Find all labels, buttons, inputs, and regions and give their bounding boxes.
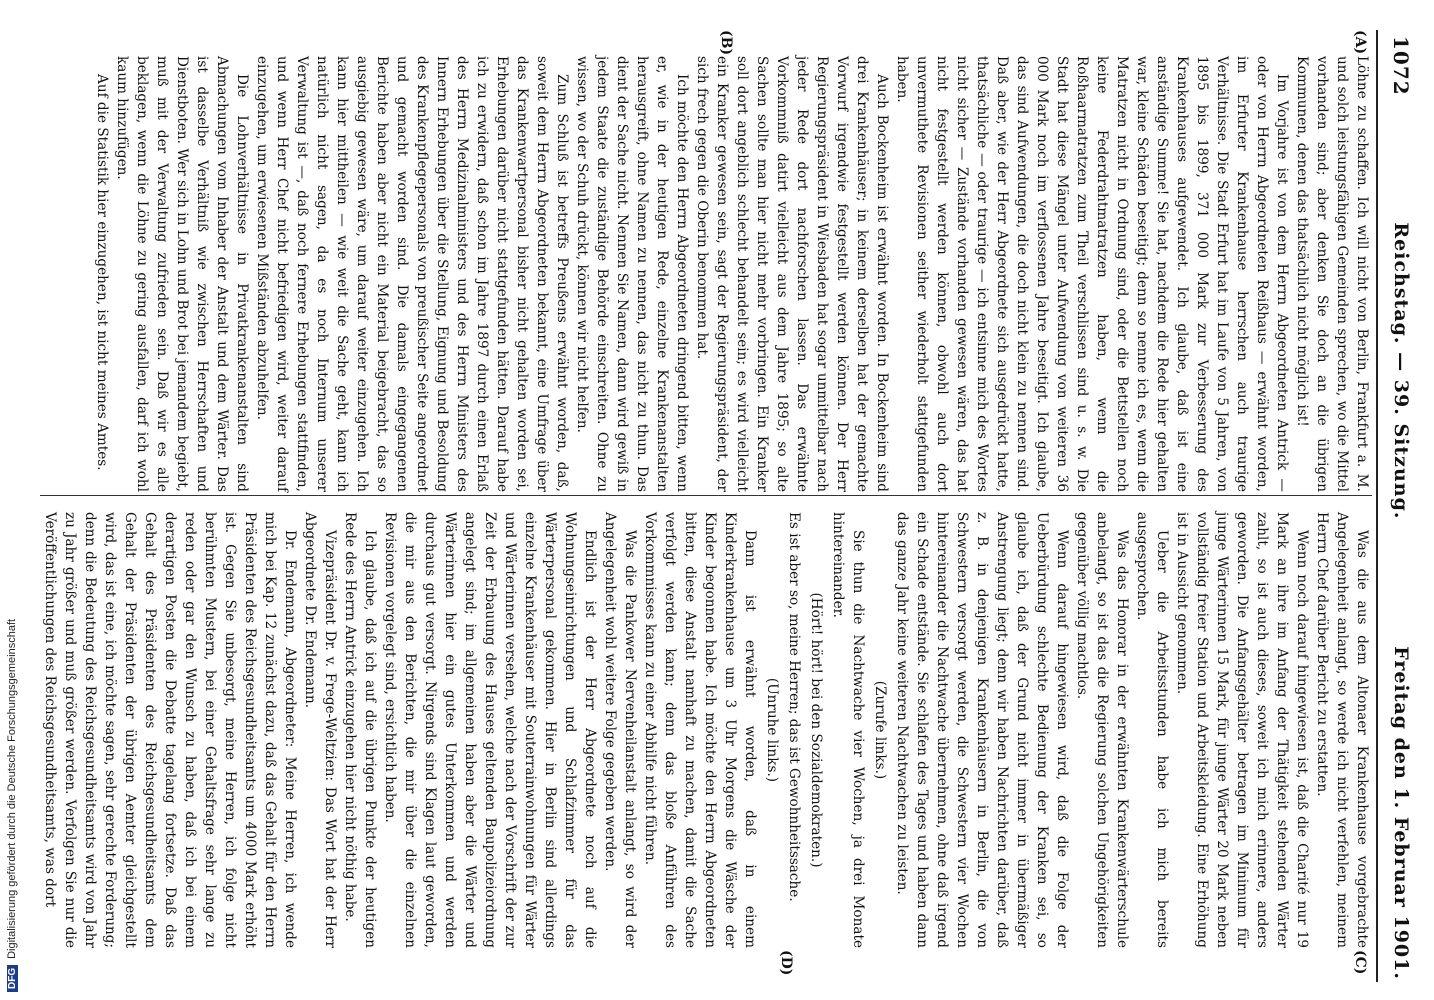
- page-number: 1072: [1389, 36, 1413, 96]
- footer-text: Digitalisierung gefördert durch die Deutsche Forschungsgemeinschaft: [6, 618, 18, 959]
- paragraph: Auch Bockenheim ist erwähnt worden. In Bockenheim sind drei Krankenhäuser; in keinem derselben hat der gemachte Vorwurf irgendwie festgestellt werden können. Der Herr Regierungspräsident in Wiesbaden hat sogar unmittelbar nach jeder Rede dort nachforschen lassen. Das erwähnte Vorkommniß datirt vielleicht aus dem Jahre 1895; so alte Sachen sollte man hier nicht mehr vorbringen. Ein Kranker soll dort angeblich schlecht behandelt sein; es wird vielleicht ein Kranker gewesen sein, sagt der Regierungspräsident, der sich frech gegen die Oberin benommen hat.: [694, 56, 890, 492]
- paragraph: Ich möchte den Herrn Abgeordneten dringend bitten, wenn er, wie in der heutigen Rede, einzelne Krankenanstalten herausgreift, ohne Namen zu nennen, das nicht zu thun. Das dient der Sache nicht. Nennen Sie Namen, dann wird gewiß in jedem Staate die zuständige Behörde einschreiten. Ohne zu wissen, wo der Schuh drückt, können wir nicht helfen.: [574, 56, 690, 492]
- paragraph: Was das Honorar in der erwähnten Krankenwärterschule anbelangt, so ist das die Regierung solchen Ungehörigkeiten gegenüber völlig machtlos.: [1074, 512, 1130, 948]
- margin-mark-d: (D): [778, 950, 794, 976]
- footer-credit: [6, 2, 26, 992]
- interjection: (Zurufe links.): [872, 680, 888, 780]
- header-date: Freitag den 1. Februar 1901.: [1390, 646, 1412, 980]
- paragraph: Dann ist erwähnt worden, daß in einem Kinderkrankenhause um 3 Uhr Morgens die Wäsche der Kinder begonnen habe. Ich möchte den Herrn Abgeordneten bitten, diese Anstalt namhaft zu machen, damit die Sache verfolgt werden kann; denn das bloße Anführen des Vorkommnisses kann zu einer Abhilfe nicht führen.: [642, 512, 758, 948]
- interjection: (Unruhe links.): [764, 677, 780, 783]
- paragraph: Wenn darauf hingewiesen wird, daß die Folge der Ueberbürdung schlechte Bedienung der Kranken sei, so glaube ich, daß der Grund nicht immer in übermäßiger Anstrengung liegt; denn wir haben Nachrichten darüber, daß z. B. in denjenigen Krankenhäusern in Berlin, die von Schwestern versorgt werden, die Schwestern vier Wochen hintereinander die Nachtwache übernehmen, ohne daß irgend ein Schade entstände. Sie schlafen des Tages und haben dann das ganze Jahr keine weiteren Nachtwachen zu leisten.: [894, 512, 1070, 948]
- paragraph: Auf die Statistik hier einzugehen, ist nicht meines Amtes.: [94, 74, 110, 471]
- header-title: Reichstag. — 39. Sitzung.: [1390, 222, 1412, 520]
- margin-mark-b: (B): [718, 30, 734, 56]
- right-column: [40, 512, 1372, 948]
- column-rule: [40, 495, 1372, 496]
- page-header: [1386, 36, 1416, 980]
- speaker-paragraph: Dr. Endemann, Abgeordneter: Meine Herren, ich wende mich bei Kap. 12 zunächst dazu, daß das Gehalt für den Herrn Präsidenten des Reichsgesundheitsamts um 4000 Mark erhöht ist. Gegen Sie unbesorgt, meine Herren, ich folge nicht berühmten Mustern, bei einer Gehaltsfrage sehr lange zu reden oder gar den Wunsch zu haben, daß ich bei einem derartigen Posten die Debatte tagelang fortsetze. Daß das Gehalt des Präsidenten des Reichsgesundheitsamts dem Gehalt der Präsidenten der übrigen Aemter gleichgestellt wird, das ist eine, ich möchte sagen, sehr gerechte Forderung; denn die Bedeutung des Reichsgesundheitsamts wird von Jahr zu Jahr größer und muß größer werden. Verfolgen Sie nur die Veröffentlichungen des Reichsgesundheitsamts, was dort: [42, 512, 298, 948]
- speaker-paragraph: Vizepräsident Dr. v. Frege-Weltzien: Das Wort hat der Herr Abgeordnete Dr. Endemann.: [302, 512, 338, 948]
- paragraph: Endlich ist der Herr Abgeordnete noch auf die Wohnungseinrichtungen und Schlafzimmer für das Wärterpersonal gekommen. Hier in Berlin sind allerdings einzelne Krankenhäuser mit Souterrainwohnungen für Wärter und Wärterinnen versehen, welche nach der Vorschrift der zur Zeit der Erbauung des Hauses geltenden Baupolizeiordnung angelegt sind; im allgemeinen haben aber die Wärter und Wärterinnen hier ein gutes Unterkommen und werden durchaus gut versorgt. Nirgends sind Klagen laut geworden, die mir aus den Berichten, die mir über die einzelnen Revisionen vorgelegt sind, ersichtlich haben.: [382, 512, 598, 948]
- margin-mark-a: (A): [1352, 30, 1368, 55]
- paragraph: Was die Pankower Nervenheilanstalt anlangt, so wird der Angelegenheit wohl weitere Folge gegeben werden.: [602, 512, 638, 948]
- paragraph: Löhne zu schaffen. Ich will nicht von Berlin, Frankfurt a. M. und solch leistungsfähigen Gemeinden sprechen, wo die Mittel vorhanden sind; aber denken Sie doch an die übrigen Kommunen, denen das thatsächlich nicht möglich ist!: [1294, 56, 1370, 492]
- paragraph: Zum Schluß ist betreffs Preußens erwähnt worden, daß, soweit dem Herrn Abgeordneten bekannt, eine Umfrage über das Krankenwartpersonal bisher nicht gehalten worden sei, Erhebungen darüber nicht stattgefunden hätten. Darauf habe ich zu erwidern, daß schon im Jahre 1897 durch einen Erlaß des Herrn Medizinalministers und des Herrn Ministers des Innern Erhebungen über die Stellung, Eignung und Besoldung des Krankenpflegepersonals von preußischer Seite angeordnet und gemacht worden sind. Die damals eingegangenen Berichte haben aber nicht ein Material beigebracht, das so ausgiebig gewesen wäre, um darauf weiter einzugehen. Ich kann hier mittheilen — wie weit die Sache geht, kann ich natürlich nicht sagen, da es noch Internum unserer Verwaltung ist —, daß noch fernere Erhebungen stattfinden, und wenn Herr Chef nicht befriedigen wird, weiter darauf einzugehen, um erwiesenen Mißständen abzuhelfen.: [254, 56, 570, 492]
- footer-line: [6, 32, 18, 992]
- paragraph: Ich glaube, daß ich auf die übrigen Punkte der heutigen Rede des Herrn Antrick einzugehen hier nicht nöthig habe.: [342, 512, 378, 948]
- header-rule: [1376, 30, 1378, 982]
- left-column: [92, 56, 1372, 492]
- paragraph: Was die aus dem Altonaer Krankenhause vorgebrachte Angelegenheit anlangt, so werde ich nicht verfehlen, meinem Herrn Chef darüber Bericht zu erstatten.: [1314, 512, 1370, 948]
- margin-mark-c: (C): [1352, 950, 1368, 975]
- paragraph: Wenn noch darauf hingewiesen ist, daß die Charité nur 19 Mark an ihre im Anfang der Thätigkeit stehenden Wärter zahlt, so ist auch dieses, soweit ich mich erinnere, anders geworden. Die Anfangsgehälter betragen im Minimum für junge Wärterinnen 15 Mark, für junge Wärter 20 Mark neben vollständig freier Station und Arbeitskleidung. Eine Erhöhung ist in Aussicht genommen.: [1174, 512, 1310, 948]
- interjection: (Hört! hört! bei den Sozialdemokraten.): [808, 592, 824, 868]
- paragraph: Ueber die Arbeitsstunden habe ich mich bereits ausgesprochen.: [1134, 512, 1170, 948]
- paragraph: Es ist aber so, meine Herren; das ist Gewohnheitssache.: [786, 512, 802, 902]
- paragraph: Sie thun die Nachtwache vier Wochen, ja drei Monate hintereinander.: [830, 512, 866, 948]
- paragraph: Die Lohnverhältnisse in Privatkrankenanstalten sind Abmachungen vom Inhaber der Anstalt und dem Wärter. Das ist dasselbe Verhältniß wie zwischen Herrschaften und Dienstboten. Wer sich in Lohn und Brot bei jemandem begiebt, muß mit der Verwaltung zufrieden sein. Daß wir es alle beklagen, wenn die Löhne zu gering ausfallen, darf ich wohl kaum hinzufügen.: [114, 56, 250, 492]
- dfg-logo: DFG: [7, 965, 18, 992]
- paragraph: Im Vorjahre ist von dem Herrn Abgeordneten Antrick — oder von Herrn Abgeordneten Reißhaus — erwähnt worden, im Erfurter Krankenhause herrschen auch traurige Verhältnisse. Die Stadt Erfurt hat im Laufe von 5 Jahren, von 1895 bis 1899, 371 000 Mark zur Verbesserung des Krankenhauses aufgewendet. Ich glaube, daß ist eine anständige Summe! Sie hat, nachdem die Rede hier gehalten war, kleine Schäden beseitigt; denn so nenne ich es, wenn die Matratzen nicht in Ordnung sind, oder die Bettstellen noch keine Federdrahtmatratzen haben, wenn die Roßhaarmatratzen zum Theil verschlissen sind u. s. w. Die Stadt hat diese Mängel unter Aufwendung von weiteren 36 000 Mark noch im verflossenen Jahre beseitigt. Ich glaube, das sind Aufwendungen, die doch nicht klein zu nennen sind. Daß aber, wie der Herr Abgeordnete sich ausgedrückt hatte, thatsächliche — oder traurige — ich entsinne mich des Wortes nicht sicher — Zustände vorhanden gewesen wären, das hat nicht festgestellt werden können, obwohl auch dort unvermuthete Revisionen seither wiederholt stattgefunden haben.: [894, 56, 1290, 492]
